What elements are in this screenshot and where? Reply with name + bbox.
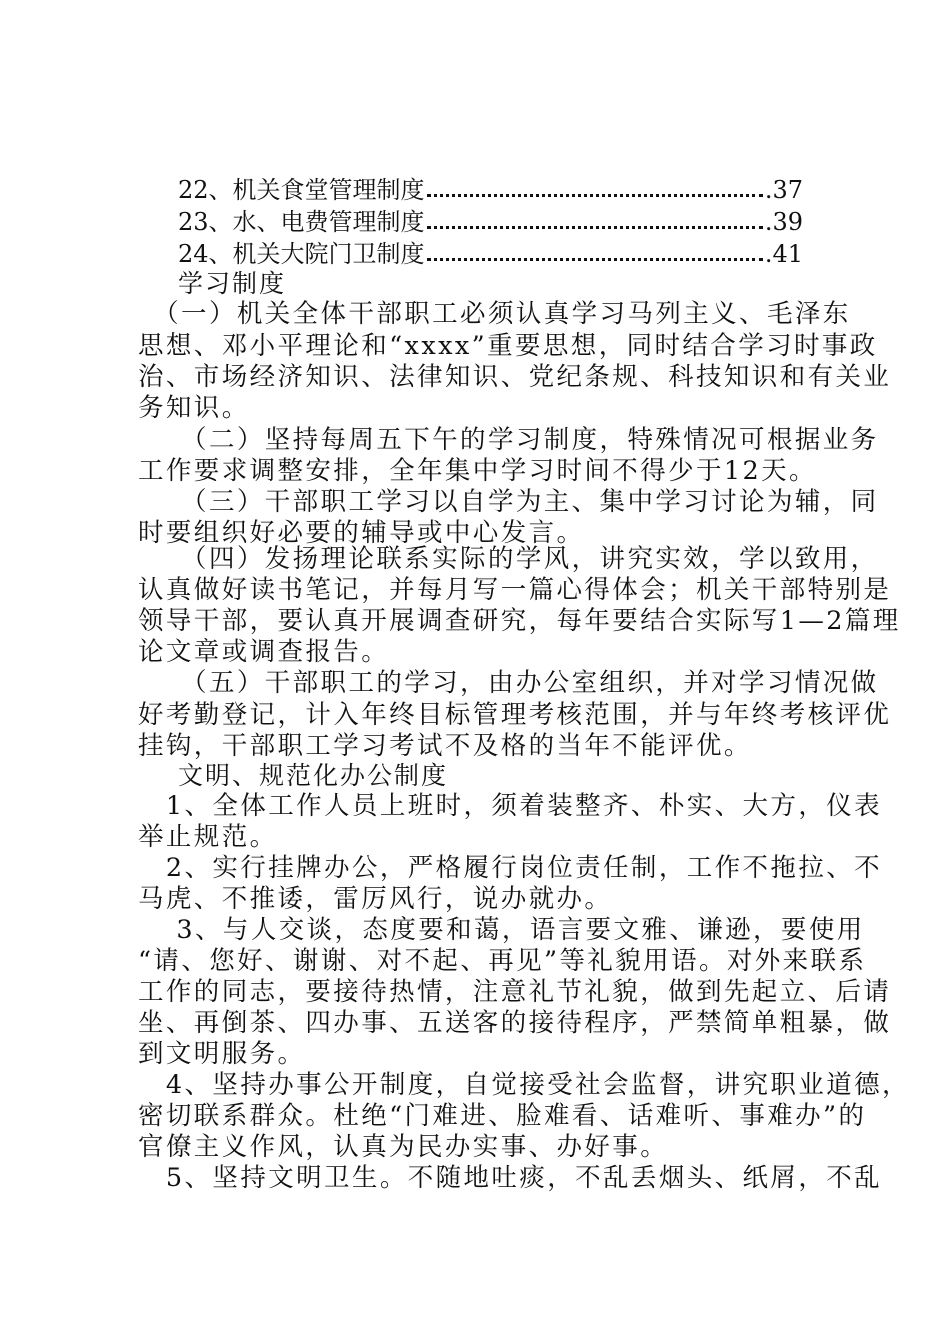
body-line: 思想、邓小平理论和“xxxx”重要思想，同时结合学习时事政 — [138, 331, 878, 361]
toc-entry-page: .39 — [764, 208, 803, 236]
body-line: 治、市场经济知识、法律知识、党纪条规、科技知识和有关业 — [138, 362, 892, 392]
body-line: （三）干部职工学习以自学为主、集中学习讨论为辅，同 — [138, 487, 879, 517]
body-line: 务知识。 — [138, 393, 250, 423]
toc-leader-dots — [427, 172, 763, 208]
body-line: 到文明服务。 — [138, 1039, 306, 1069]
section-heading-office: 文明、规范化办公制度 — [178, 761, 449, 790]
body-line: 认真做好读书笔记，并每月写一篇心得体会；机关干部特别是 — [138, 575, 892, 605]
toc-entry-title: 22、机关食堂管理制度 — [178, 176, 425, 204]
section-heading-study: 学习制度 — [178, 269, 287, 298]
body-line: 时要组织好必要的辅导或中心发言。 — [138, 518, 585, 548]
body-line: 5、坚持文明卫生。不随地吐痰，不乱丢烟头、纸屑，不乱 — [138, 1163, 883, 1193]
toc-entry-page: .37 — [764, 176, 803, 204]
body-line: 密切联系群众。杜绝“门难进、脸难看、话难听、事难办”的 — [138, 1101, 867, 1131]
body-line: 坐、再倒茶、四办事、五送客的接待程序，严禁简单粗暴，做 — [138, 1008, 892, 1038]
body-line: 2、实行挂牌办公，严格履行岗位责任制，工作不拖拉、不 — [138, 853, 883, 883]
toc-entry — [178, 204, 803, 240]
toc-entry — [178, 236, 803, 272]
body-line: 工作要求调整安排，全年集中学习时间不得少于12天。 — [138, 456, 817, 486]
body-line: 工作的同志，要接待热情，注意礼节礼貌，做到先起立、后请 — [138, 977, 892, 1007]
body-line: 官僚主义作风，认真为民办实事、办好事。 — [138, 1132, 669, 1162]
body-line: 马虎、不推诿，雷厉风行，说办就办。 — [138, 884, 613, 914]
toc-entry — [178, 172, 803, 208]
toc-entry-page: .41 — [764, 240, 803, 268]
body-line: 3、与人交谈，态度要和蔼，语言要文雅、谦逊，要使用 — [138, 915, 865, 945]
toc-leader-dots — [427, 236, 763, 272]
body-line: 挂钩，干部职工学习考试不及格的当年不能评优。 — [138, 731, 752, 761]
body-line: （一）机关全体干部职工必须认真学习马列主义、毛泽东 — [138, 299, 851, 329]
body-line: （二）坚持每周五下午的学习制度，特殊情况可根据业务 — [138, 425, 879, 455]
body-line: 好考勤登记，计入年终目标管理考核范围，并与年终考核评优 — [138, 700, 892, 730]
body-line: 领导干部，要认真开展调查研究，每年要结合实际写1—2篇理 — [138, 606, 901, 636]
toc-entry-title: 23、水、电费管理制度 — [178, 208, 425, 236]
body-line: 论文章或调查报告。 — [138, 637, 390, 667]
toc-entry-title: 24、机关大院门卫制度 — [178, 240, 425, 268]
body-line: （四）发扬理论联系实际的学风，讲究实效，学以致用， — [138, 544, 879, 574]
body-line: （五）干部职工的学习，由办公室组织，并对学习情况做 — [138, 668, 879, 698]
body-line: 举止规范。 — [138, 822, 278, 852]
toc-leader-dots — [427, 204, 763, 240]
body-line: 4、坚持办事公开制度，自觉接受社会监督，讲究职业道德， — [138, 1070, 910, 1100]
body-line: 1、全体工作人员上班时，须着装整齐、朴实、大方，仪表 — [138, 791, 883, 821]
body-line: “请、您好、谢谢、对不起、再见”等礼貌用语。对外来联系 — [138, 946, 867, 976]
